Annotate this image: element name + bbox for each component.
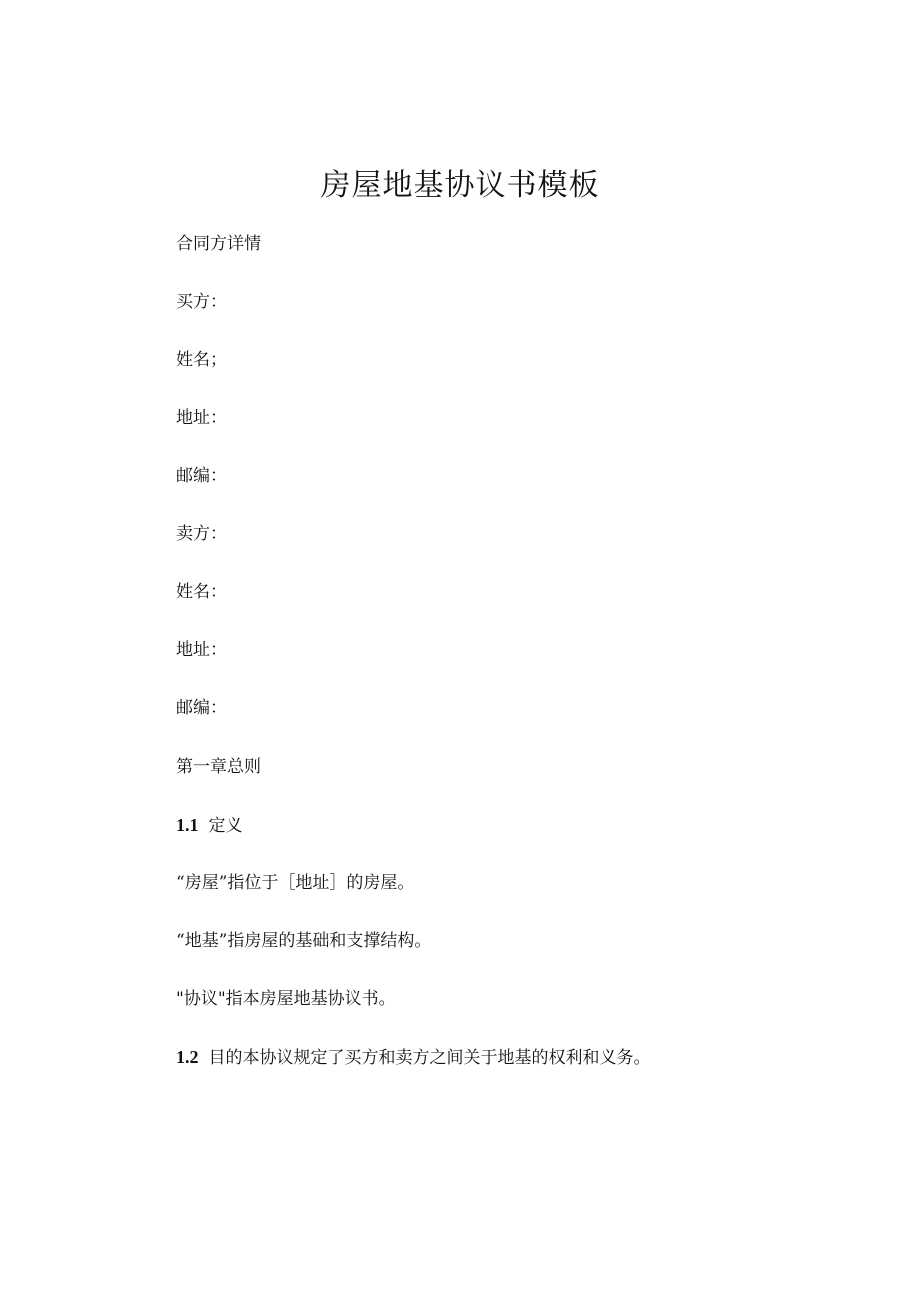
line-text: 姓名： [176,582,227,602]
line-text: 地址： [176,408,227,428]
line-text: 买方： [176,292,227,312]
definition-foundation [176,929,431,953]
line-text: 邮编： [176,698,227,718]
section-heading-parties [176,232,261,256]
line-text: 合同方详情 [176,234,261,254]
section-1-2 [176,1045,651,1070]
buyer-postcode-label [176,464,227,488]
line-text: 第一章总则 [176,757,261,777]
document-title: 房屋地基协议书模板 [320,168,600,203]
buyer-name-label [176,348,227,372]
section-number: 1.1 [176,815,199,835]
line-text: “地基”指房屋的基础和支撑结构。 [176,931,432,951]
definition-house [176,871,414,895]
line-text: 邮编： [176,466,227,486]
seller-label [176,522,227,546]
line-text: 定义 [208,816,243,836]
seller-address-label [176,638,227,662]
buyer-label [176,290,227,314]
buyer-address-label [176,406,227,430]
definition-agreement [176,987,396,1011]
line-text: 卖方： [176,524,227,544]
line-text: 地址： [176,640,227,660]
section-1-1 [176,813,243,838]
line-text: “房屋”指位于［地址］的房屋。 [176,873,415,893]
seller-postcode-label [176,696,227,720]
seller-name-label [176,580,227,604]
line-text: "协议"指本房屋地基协议书。 [176,989,396,1009]
line-text: 姓名； [176,350,227,370]
chapter-heading [176,755,261,779]
line-text: 目的本协议规定了买方和卖方之间关于地基的权利和义务。 [208,1048,651,1068]
section-number: 1.2 [176,1047,199,1067]
